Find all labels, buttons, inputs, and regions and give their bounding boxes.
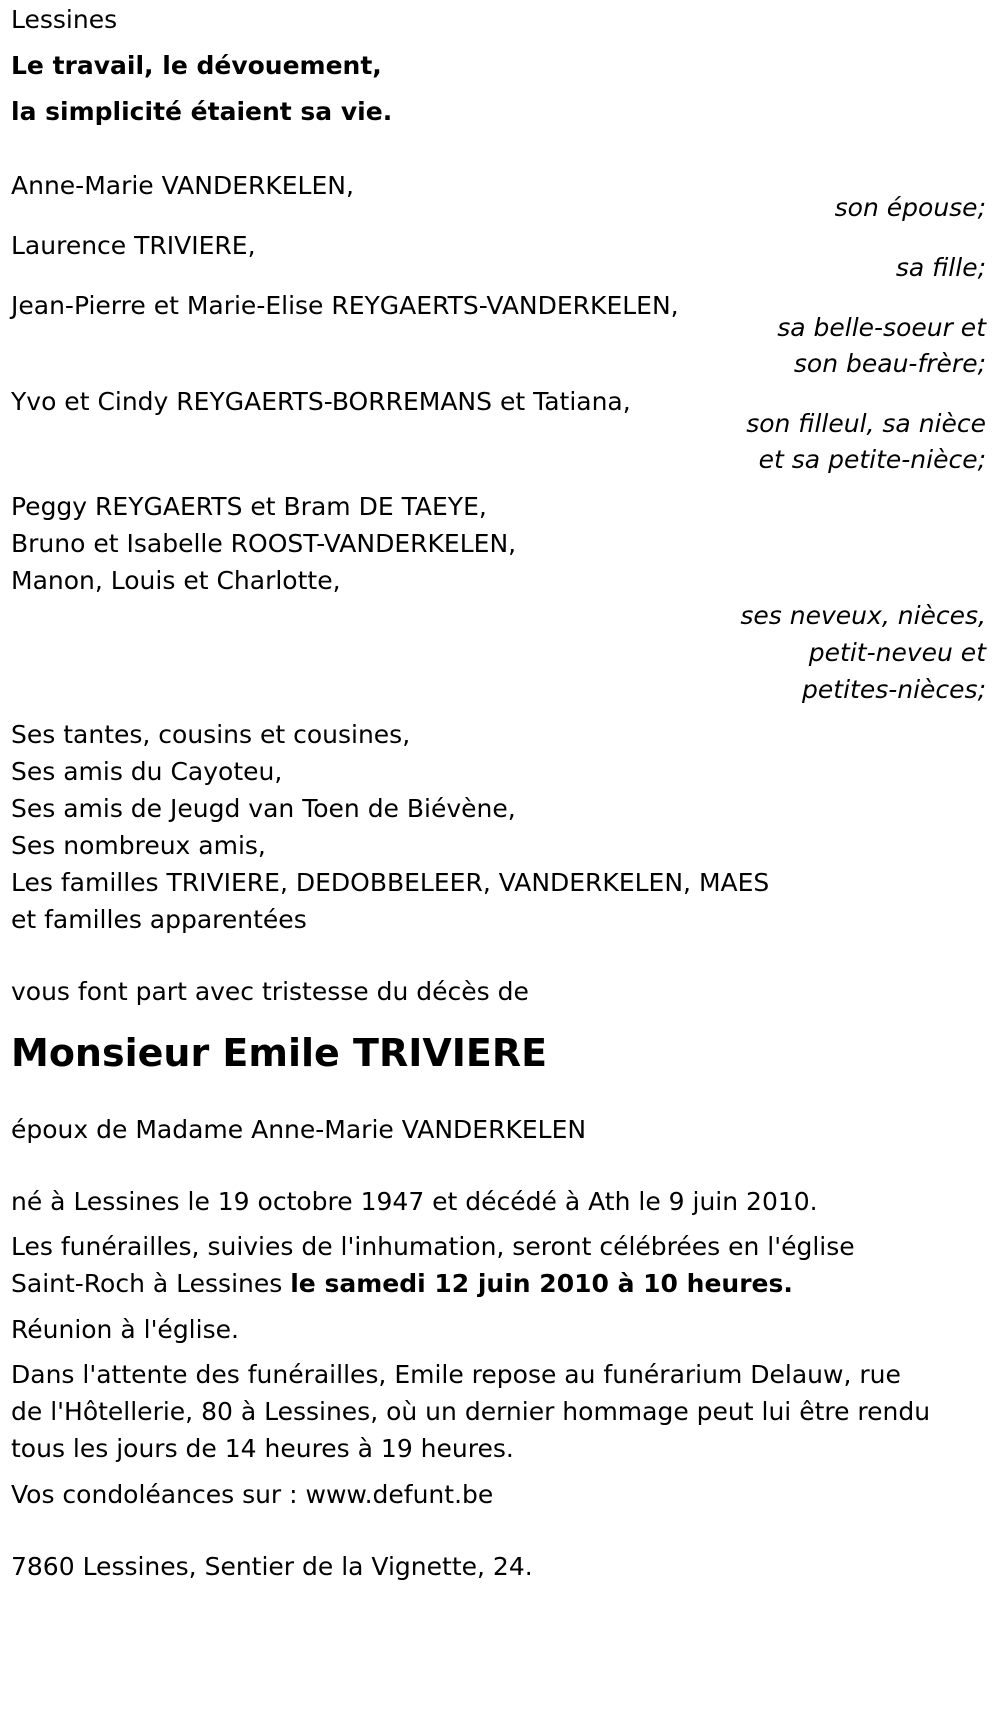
family-role: son filleul, sa nièce bbox=[746, 409, 986, 438]
family-names: Manon, Louis et Charlotte, bbox=[11, 566, 341, 595]
family-names: Anne-Marie VANDERKELEN, bbox=[11, 171, 354, 200]
city-label: Lessines bbox=[11, 5, 118, 34]
motto-line-1: Le travail, le dévouement, bbox=[11, 51, 382, 80]
wake-text-line2: de l'Hôtellerie, 80 à Lessines, où un dernier hommage peut lui être rendu bbox=[11, 1397, 931, 1426]
deceased-name: Monsieur Emile TRIVIERE bbox=[11, 1031, 548, 1075]
family-role: son épouse; bbox=[834, 193, 986, 222]
birth-death-text: né à Lessines le 19 octobre 1947 et décédé à Ath le 9 juin 2010. bbox=[11, 1187, 818, 1216]
family-names: Laurence TRIVIERE, bbox=[11, 231, 256, 260]
family-role: et sa petite-nièce; bbox=[758, 445, 986, 474]
wake-text-line3: tous les jours de 14 heures à 19 heures. bbox=[11, 1434, 514, 1463]
others-item: et familles apparentées bbox=[11, 905, 307, 934]
family-group bbox=[11, 166, 1000, 228]
header bbox=[11, 0, 1000, 132]
family-group bbox=[11, 286, 1000, 384]
spouse-text: époux de Madame Anne-Marie VANDERKELEN bbox=[11, 1115, 587, 1144]
wake-text-line1: Dans l'attente des funérailles, Emile repose au funérarium Delauw, rue bbox=[11, 1360, 901, 1389]
family-names: Bruno et Isabelle ROOST-VANDERKELEN, bbox=[11, 529, 517, 558]
family-role: son beau-frère; bbox=[793, 349, 986, 378]
family-names: Yvo et Cindy REYGAERTS-BORREMANS et Tatiana, bbox=[11, 387, 631, 416]
family-group bbox=[11, 226, 1000, 288]
family-role: ses neveux, nièces, bbox=[740, 601, 986, 630]
meeting-text: Réunion à l'église. bbox=[11, 1315, 239, 1344]
announcement-text: vous font part avec tristesse du décès de bbox=[11, 977, 529, 1006]
funeral-date: le samedi 12 juin 2010 à 10 heures. bbox=[290, 1269, 793, 1298]
funeral-text-line2 bbox=[11, 1265, 1000, 1302]
family-role: petites-nièces; bbox=[802, 675, 986, 704]
family-role: sa fille; bbox=[895, 253, 986, 282]
address-text: 7860 Lessines, Sentier de la Vignette, 24. bbox=[11, 1552, 533, 1581]
family-role: sa belle-soeur et bbox=[777, 313, 986, 342]
family-group bbox=[11, 488, 1000, 708]
funeral-location: Saint-Roch à Lessines bbox=[11, 1269, 283, 1298]
others-item: Ses nombreux amis, bbox=[11, 831, 266, 860]
others-item: Ses amis du Cayoteu, bbox=[11, 757, 283, 786]
others-list bbox=[11, 716, 1000, 938]
family-names: Jean-Pierre et Marie-Elise REYGAERTS-VANDERKELEN, bbox=[11, 291, 679, 320]
family-list bbox=[11, 166, 1000, 708]
family-role: petit-neveu et bbox=[808, 638, 986, 667]
others-item: Ses tantes, cousins et cousines, bbox=[11, 720, 411, 749]
funeral-text-line1: Les funérailles, suivies de l'inhumation, seront célébrées en l'église bbox=[11, 1232, 855, 1261]
motto-line-2: la simplicité étaient sa vie. bbox=[11, 97, 393, 126]
condolences-text: Vos condoléances sur : www.defunt.be bbox=[11, 1480, 494, 1509]
family-names: Peggy REYGAERTS et Bram DE TAEYE, bbox=[11, 492, 487, 521]
others-item: Les familles TRIVIERE, DEDOBBELEER, VANDERKELEN, MAES bbox=[11, 868, 770, 897]
funeral-details bbox=[11, 1182, 1000, 1515]
family-group bbox=[11, 382, 1000, 480]
others-item: Ses amis de Jeugd van Toen de Biévène, bbox=[11, 794, 516, 823]
